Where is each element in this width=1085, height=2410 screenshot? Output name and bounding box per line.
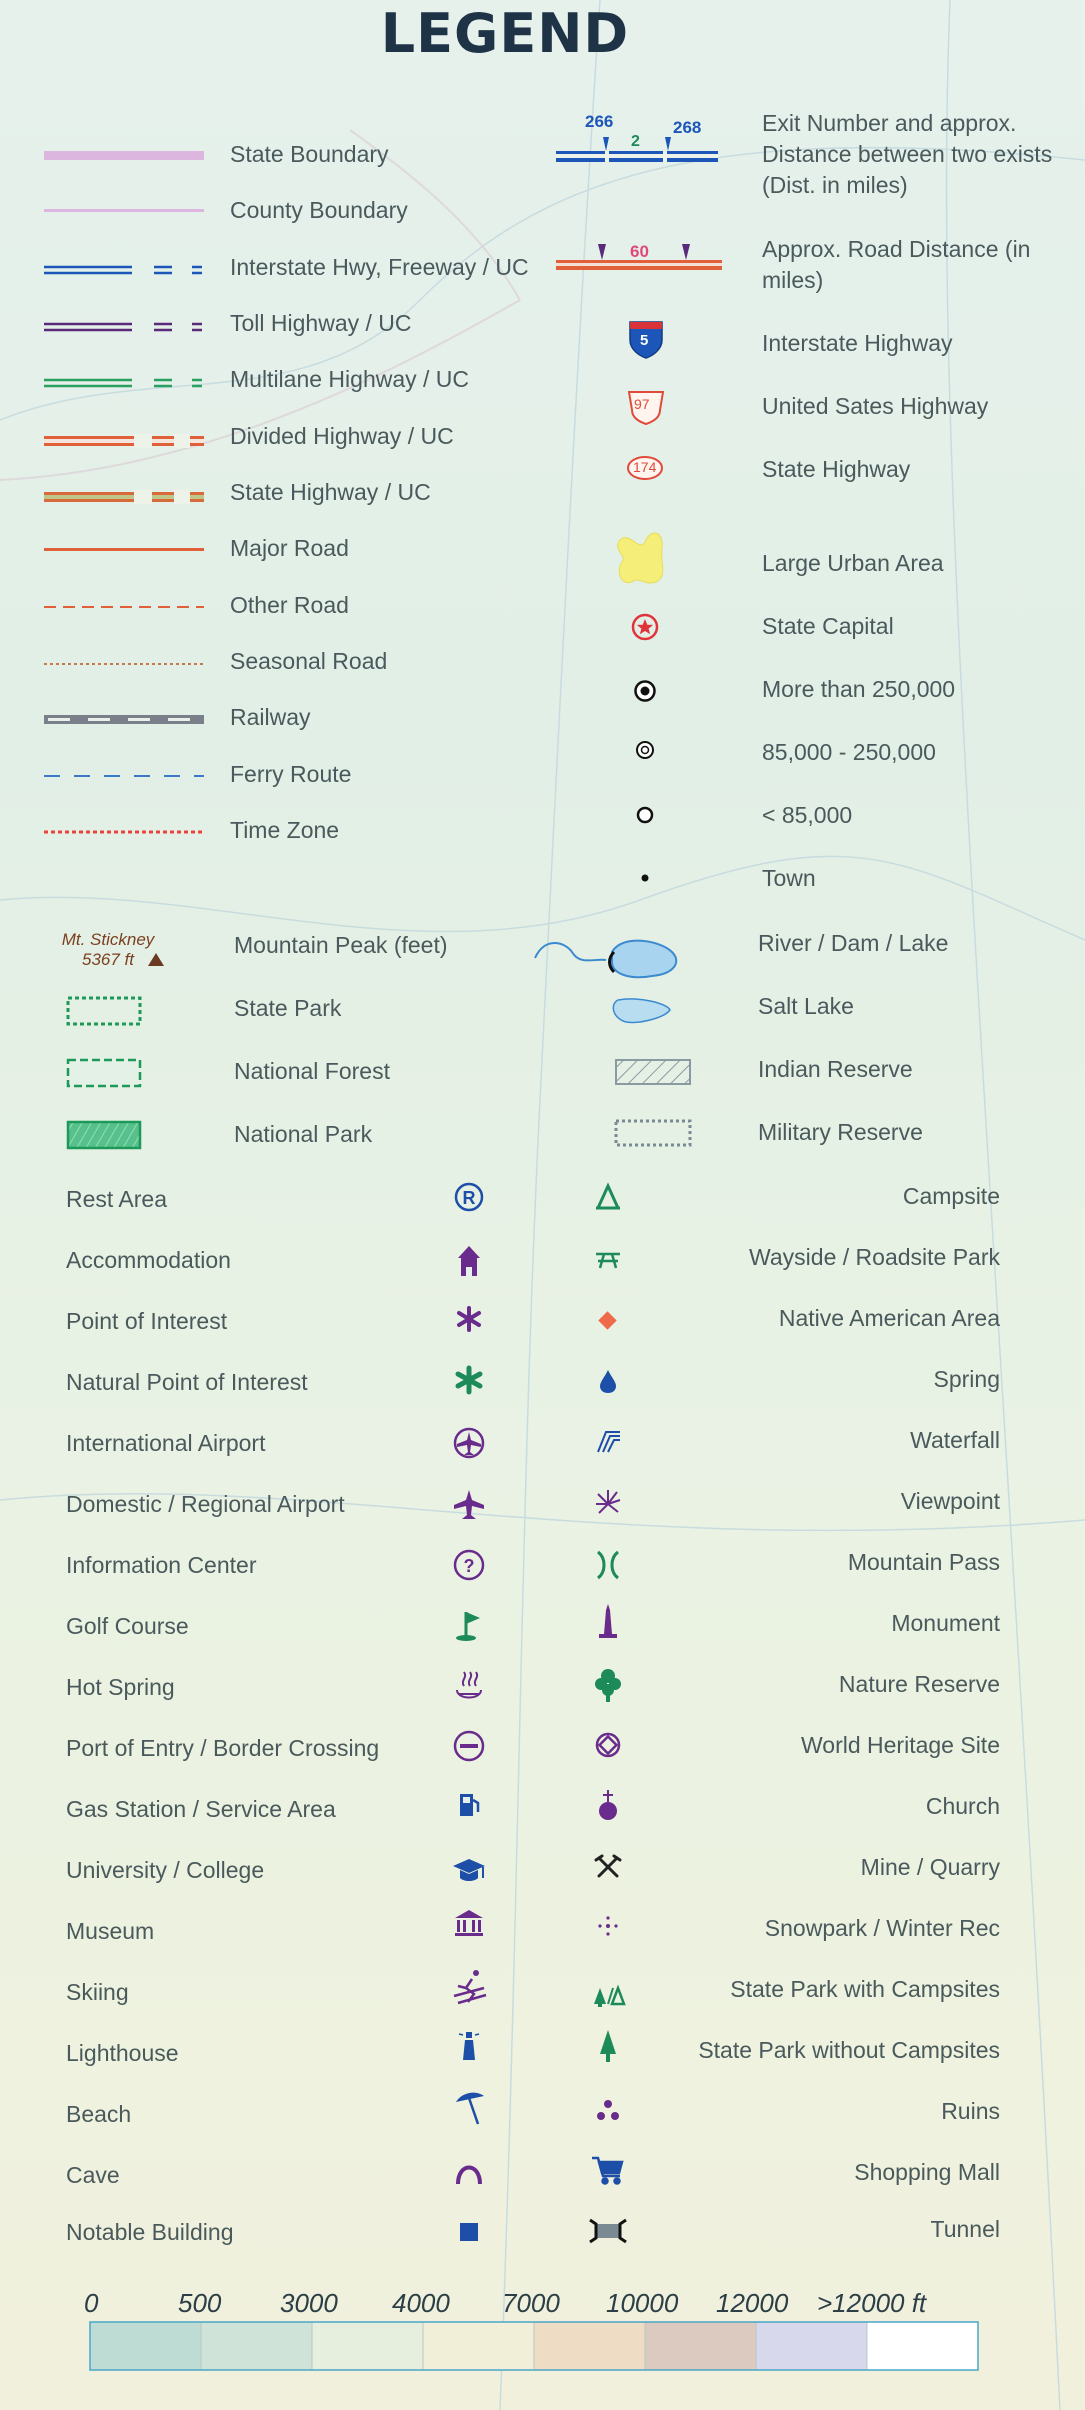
border-crossing-label: Port of Entry / Border Crossing [66, 1735, 380, 1761]
church-icon [599, 1790, 617, 1820]
natural-poi-label: Natural Point of Interest [66, 1369, 308, 1395]
beach-icon [456, 2093, 484, 2124]
national-park-label: National Park [234, 1121, 373, 1147]
ruins-label: Ruins [941, 2098, 1000, 2124]
elevation-band [201, 2322, 312, 2370]
exit-distance-mid: 2 [631, 133, 640, 150]
skiing-label: Skiing [66, 1979, 129, 2005]
elevation-scale-bar [0, 2320, 1085, 2380]
interstate-line [44, 267, 202, 273]
information-center-label: Information Center [66, 1552, 257, 1578]
elev-label-10000: 10000 [606, 2288, 679, 2318]
exit-number-right: 268 [673, 118, 702, 137]
shopping-mall-icon [592, 2158, 622, 2184]
mountain-pass-label: Mountain Pass [847, 1549, 1000, 1575]
other-road-label: Other Road [230, 592, 349, 618]
shopping-mall-label: Shopping Mall [854, 2159, 1000, 2185]
natural-poi-icon [458, 1368, 480, 1392]
university-label: University / College [66, 1857, 265, 1883]
divided-highway-line [44, 434, 204, 448]
elev-label-3000: 3000 [280, 2288, 338, 2318]
ruins-icon [597, 2100, 619, 2120]
viewpoint-icon [596, 1490, 620, 1513]
elev-label-12000: 12000 [716, 2288, 789, 2318]
city-medium-icon [637, 742, 653, 758]
museum-label: Museum [66, 1918, 155, 1944]
hot-spring-icon [457, 1672, 481, 1698]
notable-building-icon [460, 2223, 478, 2241]
major-road-line [44, 548, 204, 551]
state-capital-label: State Capital [762, 613, 894, 639]
world-heritage-icon [597, 1734, 619, 1756]
elevation-band [645, 2322, 756, 2370]
city-small-icon [638, 808, 652, 822]
elev-label-500: 500 [178, 2288, 222, 2318]
indian-reserve-label: Indian Reserve [758, 1056, 913, 1082]
rest-area-label: Rest Area [66, 1186, 167, 1212]
mountain-peak-sample-name: Mt. Stickney [61, 930, 155, 949]
road-distance-label: Approx. Road Distance (in miles) [762, 236, 1031, 293]
nature-reserve-label: Nature Reserve [838, 1671, 1000, 1697]
gas-station-label: Gas Station / Service Area [66, 1796, 336, 1822]
state-highway-line [44, 490, 204, 504]
point-of-interest-icon [459, 1308, 479, 1330]
elev-label-max: >12000 ft [817, 2288, 927, 2318]
elevation-band [423, 2322, 534, 2370]
seasonal-road-label: Seasonal Road [230, 648, 388, 674]
exit-number-label: Exit Number and approx. Distance between two exists (Dist. in miles) [762, 110, 1053, 198]
golf-course-label: Golf Course [66, 1613, 189, 1639]
river-lake-label: River / Dam / Lake [758, 930, 949, 956]
church-label: Church [925, 1793, 1000, 1819]
elev-label-0: 0 [84, 2288, 99, 2318]
mine-quarry-icon [596, 1856, 620, 1876]
cave-label: Cave [66, 2162, 120, 2188]
accommodation-label: Accommodation [66, 1247, 231, 1273]
wayside-park-icon [596, 1254, 620, 1268]
wayside-park-label: Wayside / Roadsite Park [749, 1244, 1000, 1270]
information-center-icon [455, 1551, 483, 1579]
mountain-peak-sample-elevation: 5367 ft [82, 950, 134, 969]
spring-label: Spring [933, 1366, 1000, 1392]
beach-label: Beach [66, 2101, 132, 2127]
skiing-icon [454, 1970, 486, 2003]
state-park-box-icon [68, 998, 140, 1024]
town-label: Town [762, 865, 816, 891]
native-american-area-icon [598, 1311, 616, 1329]
lighthouse-icon [459, 2032, 479, 2060]
hot-spring-label: Hot Spring [66, 1674, 175, 1700]
divided-highway-label: Divided Highway / UC [230, 423, 454, 449]
legend-title: LEGEND [380, 2, 630, 65]
multilane-highway-line [44, 380, 202, 386]
interstate-shield-number: 5 [640, 332, 649, 349]
toll-highway-label: Toll Highway / UC [230, 310, 412, 336]
national-park-box-icon [68, 1122, 140, 1148]
mountain-peak-label: Mountain Peak (feet) [234, 932, 448, 958]
domestic-airport-label: Domestic / Regional Airport [66, 1491, 345, 1517]
interstate-label: Interstate Hwy, Freeway / UC [230, 254, 529, 280]
military-reserve-box-icon [616, 1121, 690, 1145]
state-highway-shield-label: State Highway [762, 456, 911, 482]
us-shield-number: 97 [634, 396, 650, 412]
state-park-campsites-label: State Park with Campsites [730, 1976, 1000, 2002]
accommodation-icon [458, 1246, 480, 1276]
exit-number-left: 266 [585, 112, 614, 131]
interstate-highway-label: Interstate Highway [762, 330, 953, 356]
tunnel-icon [590, 2220, 626, 2242]
river-lake-icon [535, 941, 676, 978]
world-heritage-label: World Heritage Site [801, 1732, 1000, 1758]
spring-icon [600, 1370, 616, 1393]
salt-lake-icon [613, 999, 670, 1022]
road-distance-value: 60 [630, 242, 649, 261]
campsite-label: Campsite [902, 1183, 1000, 1209]
international-airport-icon [455, 1429, 483, 1457]
point-of-interest-label: Point of Interest [66, 1308, 228, 1334]
monument-label: Monument [891, 1610, 1000, 1636]
mountain-peak-sample [38, 930, 178, 970]
waterfall-label: Waterfall [910, 1427, 1000, 1453]
tunnel-label: Tunnel [930, 2216, 1000, 2242]
multilane-highway-label: Multilane Highway / UC [230, 366, 470, 392]
time-zone-label: Time Zone [230, 817, 340, 843]
town-dot-icon [642, 875, 649, 882]
snowpark-icon [598, 1916, 617, 1935]
elev-label-7000: 7000 [502, 2288, 560, 2318]
state-boundary-line [44, 151, 204, 160]
elevation-band [867, 2322, 978, 2370]
domestic-airport-icon [454, 1490, 484, 1519]
svg-text:?: ? [463, 1556, 475, 1576]
state-park-no-campsites-icon [600, 2030, 616, 2062]
elevation-band [312, 2322, 423, 2370]
native-american-area-label: Native American Area [778, 1305, 1000, 1331]
us-highway-label: United Sates Highway [762, 393, 989, 419]
elevation-band [90, 2322, 201, 2370]
toll-highway-line [44, 324, 202, 330]
elev-label-4000: 4000 [392, 2288, 450, 2318]
nature-reserve-icon [595, 1669, 621, 1702]
national-forest-box-icon [68, 1060, 140, 1086]
national-forest-label: National Forest [234, 1058, 390, 1084]
railway-label: Railway [230, 704, 311, 730]
lighthouse-label: Lighthouse [66, 2040, 179, 2066]
state-boundary-label: State Boundary [230, 141, 389, 167]
mine-quarry-label: Mine / Quarry [860, 1854, 1000, 1880]
county-boundary-line [44, 209, 204, 212]
viewpoint-label: Viewpoint [900, 1488, 1000, 1514]
military-reserve-label: Military Reserve [758, 1119, 923, 1145]
indian-reserve-box-icon [616, 1060, 690, 1084]
salt-lake-label: Salt Lake [758, 993, 854, 1019]
university-icon [453, 1859, 485, 1881]
waterfall-icon [598, 1432, 620, 1452]
state-capital-icon [633, 615, 657, 639]
snowpark-label: Snowpark / Winter Rec [764, 1915, 1000, 1941]
city-large-label: More than 250,000 [762, 676, 956, 702]
railway-line [44, 715, 204, 724]
elevation-band [756, 2322, 867, 2370]
state-park-campsites-icon [594, 1988, 624, 2007]
city-medium-label: 85,000 - 250,000 [762, 739, 936, 765]
notable-building-label: Notable Building [66, 2219, 234, 2245]
golf-course-icon [456, 1612, 480, 1641]
urban-area-icon [618, 533, 663, 583]
monument-icon [599, 1604, 617, 1638]
large-urban-area-label: Large Urban Area [762, 550, 944, 576]
state-park-label: State Park [234, 995, 342, 1021]
international-airport-label: International Airport [66, 1430, 266, 1456]
mountain-pass-icon [598, 1552, 618, 1578]
city-small-label: < 85,000 [762, 802, 853, 828]
county-boundary-label: County Boundary [230, 197, 408, 223]
gas-station-icon [460, 1794, 478, 1816]
campsite-icon [596, 1186, 620, 1208]
state-highway-label: State Highway / UC [230, 479, 431, 505]
city-large-icon [636, 682, 655, 701]
state-shield-number: 174 [633, 459, 657, 475]
border-crossing-icon [455, 1732, 483, 1760]
state-park-no-campsites-label: State Park without Campsites [698, 2037, 1000, 2063]
ferry-route-label: Ferry Route [230, 761, 352, 787]
major-road-label: Major Road [230, 535, 349, 561]
svg-text:R: R [462, 1188, 476, 1208]
elevation-band [534, 2322, 645, 2370]
cave-icon [458, 2168, 480, 2185]
museum-icon [455, 1910, 483, 1936]
rest-area-icon [456, 1184, 482, 1210]
